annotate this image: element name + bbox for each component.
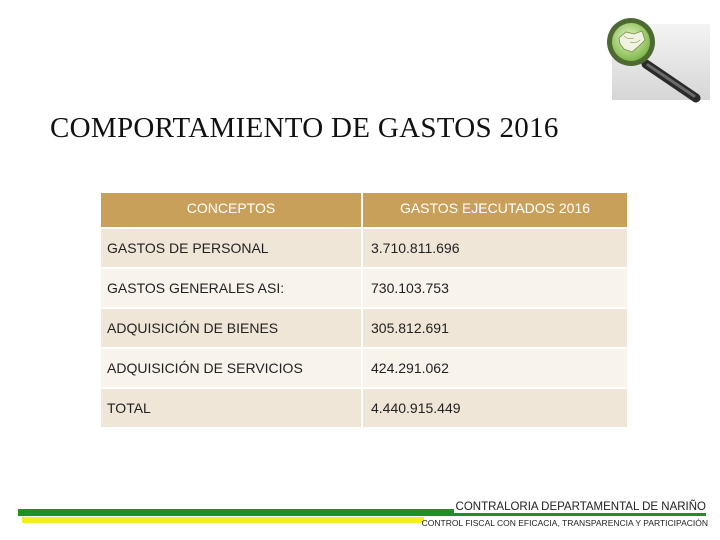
valor-cell: 3.710.811.696 (363, 229, 627, 267)
header-gastos-ejecutados: GASTOS EJECUTADOS 2016 (363, 193, 627, 227)
footer-organization: CONTRALORIA DEPARTAMENTAL DE NARIÑO (455, 501, 706, 513)
valor-cell: 305.812.691 (363, 309, 627, 347)
valor-cell: 730.103.753 (363, 269, 627, 307)
concepto-cell: GASTOS DE PERSONAL (101, 229, 361, 267)
concepto-cell: ADQUISICIÓN DE BIENES (101, 309, 361, 347)
expenses-table (99, 191, 629, 429)
table-row (101, 269, 627, 307)
header-conceptos: CONCEPTOS (101, 193, 361, 227)
page-title: COMPORTAMIENTO DE GASTOS 2016 (50, 112, 559, 144)
concepto-cell: GASTOS GENERALES ASI: (101, 269, 361, 307)
footer-motto: CONTROL FISCAL CON EFICACIA, TRANSPARENCIA Y PARTICIPACIÓN (421, 518, 708, 528)
magnifying-glass-map-icon (598, 14, 712, 104)
footer-yellow-bar (22, 517, 424, 523)
valor-cell: 4.440.915.449 (363, 389, 627, 427)
table-row (101, 229, 627, 267)
table-row (101, 309, 627, 347)
valor-cell: 424.291.062 (363, 349, 627, 387)
table-header-row (101, 193, 627, 227)
table-row-total (101, 389, 627, 427)
concepto-cell: ADQUISICIÓN DE SERVICIOS (101, 349, 361, 387)
concepto-cell: TOTAL (101, 389, 361, 427)
table-row (101, 349, 627, 387)
